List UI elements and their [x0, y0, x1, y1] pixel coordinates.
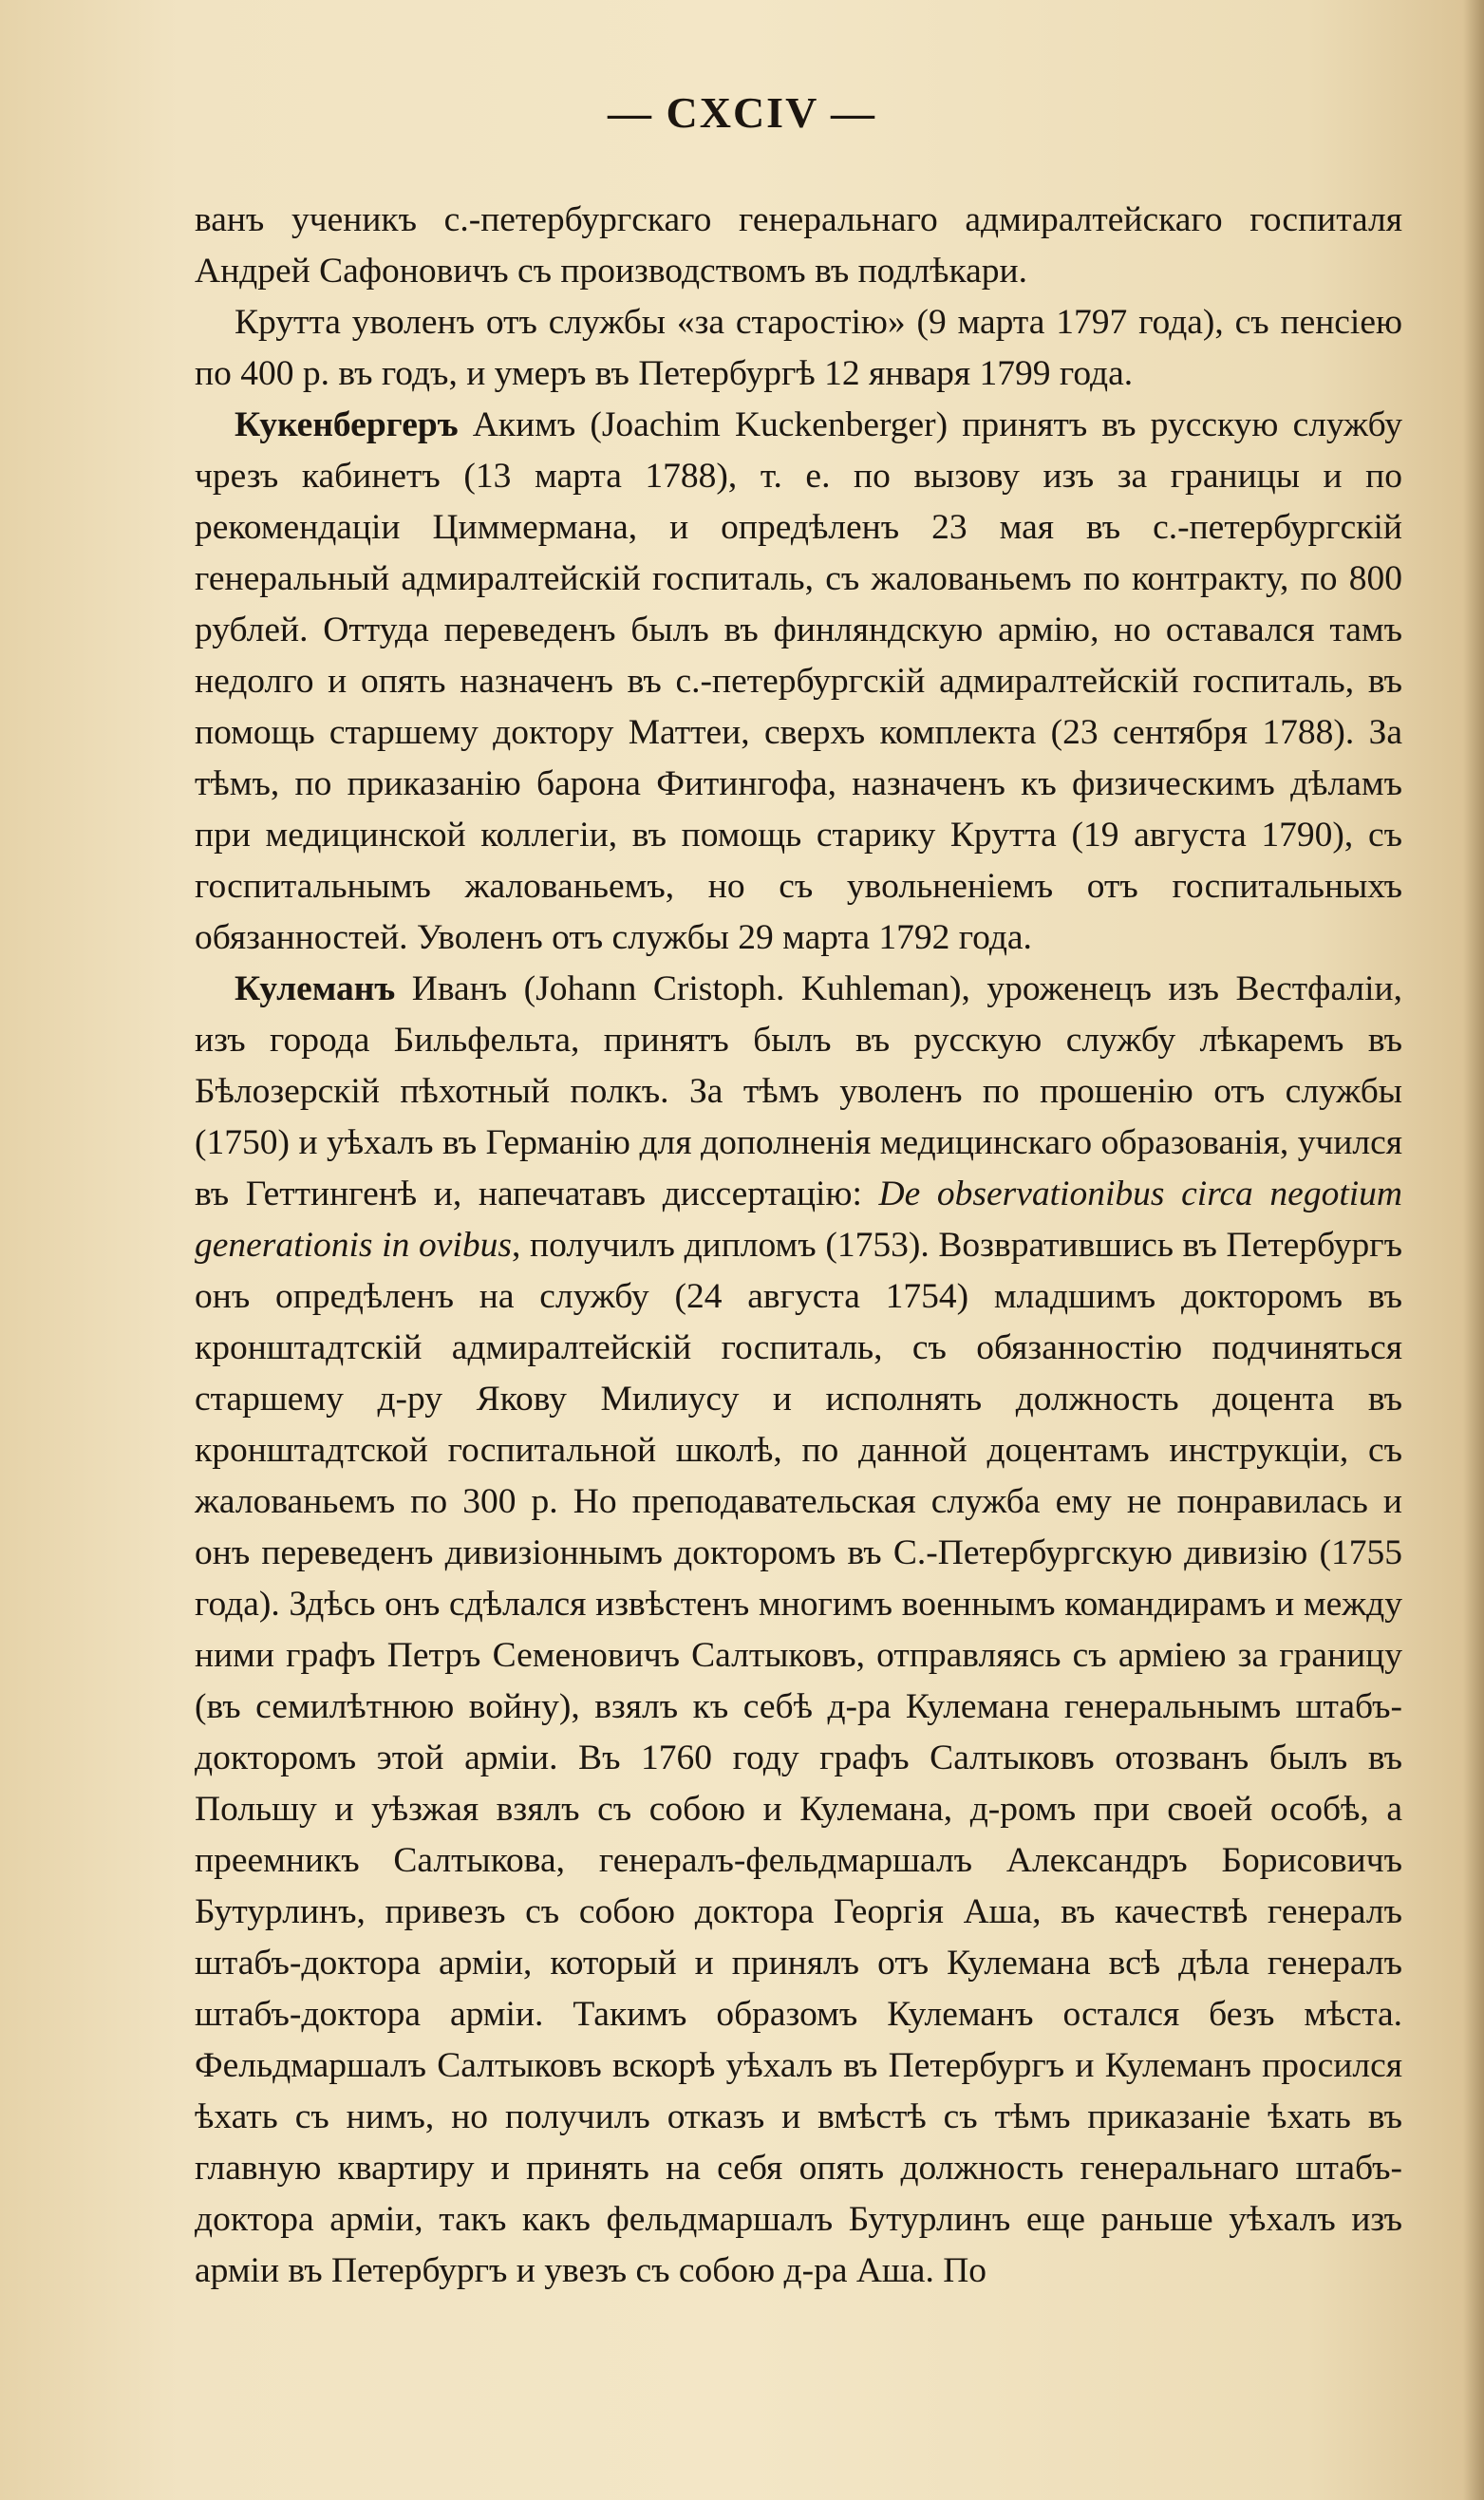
dissertation-title: De observationibus circa negotium generationis in ovibus: [195, 1175, 1402, 1265]
page-edge-shadow: [1463, 0, 1484, 2500]
paragraph-continuation: ванъ ученикъ с.-петербургскаго генеральнаго адмиралтейскаго госпиталя Андрей Сафоновичъ съ производствомъ въ подлѣкари.: [195, 200, 1402, 291]
entry-name-kuhleman: Кулеманъ: [235, 969, 396, 1008]
entry-text-kuckenberger: Акимъ (Joachim Kuckenberger) принятъ въ русскую службу чрезъ кабинетъ (13 марта 1788), т. е. по вызову изъ за границы и по рекомендаціи Циммермана, и опредѣленъ 23 мая въ с.-петербургскій генеральный адмиралтейскій госпиталь, съ жалованьемъ по контракту, по 800 рублей. Оттуда переведенъ былъ въ финляндскую армію, но оставался тамъ недолго и опять назначенъ въ с.-петербургскій адмиралтейскій госпиталь, въ помощь старшему доктору Маттеи, сверхъ комплекта (23 сентября 1788). За тѣмъ, по приказанію барона Фитингофа, назначенъ къ физическимъ дѣламъ при медицинской коллегіи, въ помощь старику Крутта (19 августа 1790), съ госпитальнымъ жалованьемъ, но съ увольненіемъ отъ госпитальныхъ обязанностей. Уволенъ отъ службы 29 марта 1792 года.: [195, 405, 1402, 957]
paragraph-kuckenberger: [195, 400, 1402, 964]
entry-text-kuhleman-part1: Иванъ (Johann Cristoph. Kuhleman), уроженецъ изъ Вестфаліи, изъ города Бильфельта, принятъ былъ въ русскую службу лѣкаремъ въ Бѣлозерскій пѣхотный полкъ. За тѣмъ уволенъ по прошенію отъ службы (1750) и уѣхалъ въ Германію для дополненія медицинскаго образованія, учился въ Геттингенѣ и, напечатавъ диссертацію:: [195, 969, 1402, 1213]
entry-name-kuckenberger: Кукенбергеръ: [235, 405, 459, 444]
paragraph-krutta: Крутта уволенъ отъ службы «за старостію» (9 марта 1797 года), съ пенсіею по 400 р. въ годъ, и умеръ въ Петербургѣ 12 января 1799 года.: [195, 303, 1402, 393]
page-body: [195, 195, 1402, 2297]
page-number-header: — CXCIV —: [608, 88, 876, 137]
paragraph-kuhleman: [195, 964, 1402, 2297]
entry-text-kuhleman-part2: , получилъ дипломъ (1753). Возвратившись въ Петербургъ онъ опредѣленъ на службу (24 августа 1754) младшимъ докторомъ въ кронштадтскій адмиралтейскій госпиталь, съ обязанностію подчиняться старшему д-ру Якову Милиусу и исполнять должность доцента въ кронштадтской госпитальной школѣ, по данной доцентамъ инструкціи, съ жалованьемъ по 300 р. Но преподавательская служба ему не понравилась и онъ переведенъ дивизіоннымъ докторомъ въ С.-Петербургскую дивизію (1755 года). Здѣсь онъ сдѣлался извѣстенъ многимъ военнымъ командирамъ и между ними графъ Петръ Семеновичъ Салтыковъ, отправляясь съ арміею за границу (въ семилѣтнюю войну), взялъ къ себѣ д-ра Кулемана генеральнымъ штабъ-докторомъ этой арміи. Въ 1760 году графъ Салтыковъ отозванъ былъ въ Польшу и уѣзжая взялъ съ собою и Кулемана, д-ромъ при своей особѣ, а преемникъ Салтыкова, генералъ-фельдмаршалъ Александръ Борисовичъ Бутурлинъ, привезъ съ собою доктора Георгія Аша, въ качествѣ генералъ штабъ-доктора арміи, который и принялъ отъ Кулемана всѣ дѣла генералъ штабъ-доктора арміи. Такимъ образомъ Кулеманъ остался безъ мѣста. Фельдмаршалъ Салтыковъ вскорѣ уѣхалъ въ Петербургъ и Кулеманъ просился ѣхать съ нимъ, но получилъ отказъ и вмѣстѣ съ тѣмъ приказаніе ѣхать въ главную квартиру и принять на себя опять должность генеральнаго штабъ-доктора арміи, такъ какъ фельдмаршалъ Бутурлинъ еще раньше уѣхалъ изъ арміи въ Петербургъ и увезъ съ собою д-ра Аша. По: [195, 1226, 1402, 2290]
